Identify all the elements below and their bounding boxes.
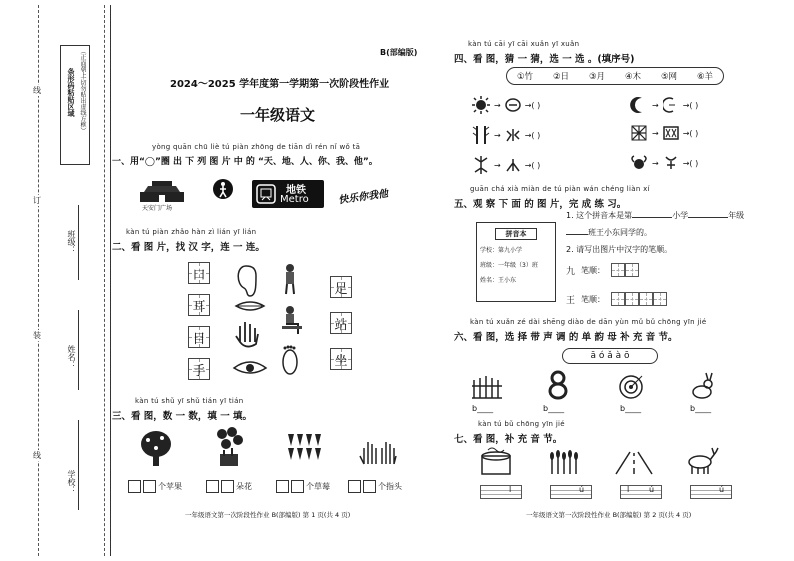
metro-label-en: Metro [280, 194, 309, 205]
fence-icon [470, 372, 504, 400]
q7-letter-5: ú [719, 485, 725, 494]
q5-card-title: 拼音本 [495, 228, 537, 240]
q1-img-happy-text: 快乐你我他 [337, 188, 389, 207]
q2-right-char-3[interactable] [330, 348, 352, 370]
q4-option-6: ⑥羊 [696, 72, 714, 82]
q5-notebook-card [476, 222, 556, 302]
q6-blank-4[interactable]: b____ [690, 404, 712, 413]
name-label: 姓名： [67, 345, 76, 369]
q2-right-char-2-text: 站 [334, 317, 348, 333]
subject-title: 一年级语文 [240, 106, 316, 124]
q6-blank-3[interactable]: b____ [620, 404, 642, 413]
q7-pinyin: kàn tú bǔ chōng yīn jié [478, 420, 565, 428]
q5-card-class: 班级：一年级（3）班 [480, 262, 538, 269]
mark-2: 订 [33, 196, 41, 205]
q7-text: 七、看 图，补 充 音 节。 [454, 434, 563, 445]
q3-box-1a[interactable] [128, 480, 141, 493]
binding-dashed-line-2 [104, 5, 105, 556]
q4-blank-6[interactable]: →( ) [682, 158, 699, 168]
exam-title: 2024～2025 学年度第一学期第一次阶段性作业 [170, 79, 390, 90]
q2-right-char-1-text: 足 [334, 281, 348, 297]
q4-option-2: ②日 [552, 72, 570, 82]
class-label: 班级： [67, 230, 76, 254]
q2-left-char-4-text: 手 [192, 363, 206, 379]
q4-blank-1[interactable]: →( ) [524, 100, 541, 110]
q4-blank-3[interactable]: →( ) [524, 160, 541, 170]
school-label: 学校： [67, 470, 76, 494]
q4-blank-4[interactable]: →( ) [682, 100, 699, 110]
q6-img-2 [548, 370, 568, 404]
q6-blank-2[interactable]: b____ [543, 404, 565, 413]
q5-stroke-box-1b[interactable] [625, 263, 639, 277]
bamboo-glyph-icon [505, 127, 521, 143]
q1-img-label-1: 天安门广场 [142, 205, 173, 212]
q3-box-2b[interactable] [221, 480, 234, 493]
q3-answer-2 [206, 480, 252, 493]
q4-row-moon: → →( ) [630, 96, 698, 114]
q4-row-tree: → →( ) [472, 154, 540, 176]
q6-tones: ā ó ǎ à ō [590, 351, 630, 361]
moon-glyph-icon [663, 97, 679, 113]
tree-glyph-icon [505, 157, 521, 173]
q5-stroke-label-2: 笔顺： [581, 294, 606, 304]
q3-label-4: 个指头 [378, 482, 402, 491]
q1-pinyin: yòng quān chū liè tú piàn zhōng de tiān dì rén nǐ wǒ tā [152, 143, 361, 151]
q5-pinyin: guān chá xià miàn de tú piàn wán chéng liàn xí [470, 185, 650, 193]
q3-label-2: 朵花 [236, 482, 252, 491]
edition-label: B(部编版) [380, 48, 418, 57]
q5-char-2: 王 [566, 295, 576, 306]
q1-text: 一、用“◯”圈 出 下 列 图 片 中 的 “天、地、人、你、我、他”。 [112, 157, 378, 167]
q3-box-4a[interactable] [348, 480, 361, 493]
q7-letter-1: l [509, 485, 512, 494]
eye-icon [234, 362, 266, 373]
q5-text: 五、观 察 下 面 的 图 片，完 成 练 习。 [454, 199, 627, 210]
q2-right-char-2[interactable] [330, 312, 352, 334]
target-icon [618, 374, 644, 400]
q5-line1-b: 小学 [672, 211, 689, 220]
q6-pinyin: kàn tú xuǎn zé dài shēng diào de dān yùn mǔ bǔ chōng yīn jié [470, 318, 707, 326]
q3-answer-4 [348, 480, 402, 493]
q3-label-1: 个苹果 [158, 482, 182, 491]
q6-text: 六、看 图，选 择 带 声 调 的 单 韵 母 补 充 音 节。 [454, 332, 678, 343]
ear-icon [238, 266, 256, 296]
q5-card-name: 姓名：王小东 [480, 277, 517, 284]
barcode-note: （正面朝上·切勿贴出虚线方框） [79, 48, 86, 134]
q2-text: 二、看 图 片，找 汉 字，连 一 连。 [112, 242, 265, 253]
sun-glyph-icon [505, 98, 521, 112]
moon-icon [630, 96, 648, 114]
road-icon [614, 448, 654, 476]
hand-icon [236, 322, 258, 347]
q5-stroke-label-1: 笔顺： [581, 265, 606, 275]
q7-img-1 [478, 446, 514, 480]
q4-pinyin: kàn tú cāi yī cāi xuǎn yī xuǎn [468, 40, 580, 48]
q3-img-apple-tree [138, 428, 174, 472]
q2-left-char-2-text: 耳 [192, 299, 206, 315]
barcode-label: 条形码粘贴区域 [67, 68, 75, 117]
mark-4: 线 [33, 451, 41, 460]
school-line [78, 420, 79, 510]
q3-box-1b[interactable] [143, 480, 156, 493]
q3-pinyin: kàn tú shǔ yī shǔ tián yī tián [135, 397, 244, 405]
q4-option-5: ⑤网 [660, 72, 678, 82]
q5-char-1: 九 [566, 266, 576, 277]
q5-card-school: 学校：第九小学 [480, 247, 523, 254]
q5-stroke-box-2d[interactable] [653, 292, 667, 306]
q4-text: 四、看 图，猜 一 猜，选 一 选 。(填序号) [454, 54, 635, 65]
left-footer: 一年级语文第一次阶段性作业 B(部编版) 第 1 页(共 4 页) [185, 511, 351, 519]
right-footer: 一年级语文第一次阶段性作业 B(部编版) 第 2 页(共 4 页) [526, 511, 692, 519]
metro-label-cn: 地铁 [286, 185, 306, 196]
donkey-icon [684, 446, 720, 476]
q3-img-flowers [212, 426, 246, 472]
q7-writing-box-4[interactable] [690, 485, 732, 499]
q2-right-char-1[interactable] [330, 276, 352, 298]
q3-label-3: 个草莓 [306, 482, 330, 491]
q7-writing-box-2[interactable] [550, 485, 592, 499]
q5-line1-a: 1. 这个拼音本是第 [566, 211, 633, 220]
q4-options-box [506, 67, 724, 85]
sheep-glyph-icon [663, 155, 679, 171]
mark-3: 装 [33, 331, 41, 340]
q4-row-sheep: → →( ) [630, 154, 698, 172]
q1-img-pedestrian-sign [212, 178, 234, 210]
q4-option-3: ③月 [588, 72, 606, 82]
rabbit-icon [688, 372, 716, 400]
q6-img-3 [618, 374, 644, 404]
stove-icon [478, 446, 514, 476]
q5-stroke-row-2 [566, 292, 667, 306]
class-line [78, 205, 79, 280]
sun-icon [472, 96, 490, 114]
q5-blank-school[interactable] [632, 217, 672, 218]
q4-blank-2[interactable]: →( ) [524, 130, 541, 140]
q3-img-fingers [358, 434, 398, 472]
barcode-area [60, 45, 90, 165]
q2-pinyin: kàn tú piàn zhǎo hàn zì lián yī lián [126, 228, 257, 236]
q4-option-1: ①竹 [516, 72, 534, 82]
mark-1: 线 [33, 86, 41, 95]
eight-icon [548, 370, 568, 400]
q7-img-2 [548, 448, 584, 480]
name-line [78, 310, 79, 390]
q2-left-char-3[interactable] [188, 326, 210, 348]
q7-img-3 [614, 448, 654, 480]
q5-stroke-box-2c[interactable] [639, 292, 653, 306]
q4-blank-5[interactable]: →( ) [682, 128, 699, 138]
q5-line1-cont [566, 227, 652, 238]
q1-img-metro [252, 180, 324, 208]
mouth-icon [236, 302, 264, 310]
q3-box-3a[interactable] [276, 480, 289, 493]
q7-img-4 [684, 446, 720, 480]
person-standing-icon [286, 264, 294, 294]
q5-stroke-row-1 [566, 263, 639, 277]
q6-blank-1[interactable]: b____ [472, 404, 494, 413]
q3-answer-1 [128, 480, 182, 493]
tree-icon [472, 154, 490, 176]
q5-stroke-box-1a[interactable] [611, 263, 625, 277]
reeds-icon [548, 448, 584, 476]
q2-left-char-1[interactable] [188, 262, 210, 284]
q5-line1-c: 年级 [728, 211, 745, 220]
person-sitting-icon [282, 306, 302, 334]
q1-img-tiananmen [138, 178, 186, 212]
q2-left-char-1-text: 口 [192, 267, 206, 283]
bamboo-icon [472, 124, 490, 146]
q7-writing-box-3[interactable] [620, 485, 662, 499]
q6-tones-box [562, 348, 658, 364]
q7-letter-2: ú [579, 485, 585, 494]
sheep-icon [630, 154, 648, 172]
foot-icon [283, 346, 297, 375]
q3-img-strawberries [282, 432, 324, 470]
binding-solid-line [110, 5, 111, 556]
q5-line1-d: 班王小东同学的。 [588, 228, 652, 237]
q3-text: 三、看 图，数 一 数，填 一 填。 [112, 411, 253, 422]
q5-blank-class[interactable] [566, 234, 588, 235]
q2-right-char-3-text: 坐 [334, 353, 348, 369]
q5-stroke-box-2a[interactable] [611, 292, 625, 306]
binding-strip [0, 0, 120, 561]
net-glyph-icon [663, 126, 679, 140]
q5-line2: 2. 请写出图片中汉字的笔顺。 [566, 245, 673, 254]
q7-letter-3: l [627, 485, 630, 494]
q4-option-4: ④木 [624, 72, 642, 82]
q4-row-sun: → →( ) [472, 96, 540, 114]
q6-img-1 [470, 372, 504, 404]
q3-box-3b[interactable] [291, 480, 304, 493]
q3-box-4b[interactable] [363, 480, 376, 493]
q6-img-4 [688, 372, 716, 404]
q2-left-char-3-text: 目 [192, 331, 206, 347]
q5-line1 [566, 210, 744, 221]
q5-blank-grade[interactable] [688, 217, 728, 218]
q2-left-char-2[interactable] [188, 294, 210, 316]
q4-row-bamboo: → →( ) [472, 124, 540, 146]
q2-left-char-4[interactable] [188, 358, 210, 380]
q7-letter-4: ú [649, 485, 655, 494]
q4-row-net: → →( ) [630, 124, 698, 142]
net-icon [630, 124, 648, 142]
q3-answer-3 [276, 480, 330, 493]
q7-writing-box-1[interactable] [480, 485, 522, 499]
q2-pictures [232, 262, 312, 382]
q5-stroke-box-2b[interactable] [625, 292, 639, 306]
q3-box-2a[interactable] [206, 480, 219, 493]
